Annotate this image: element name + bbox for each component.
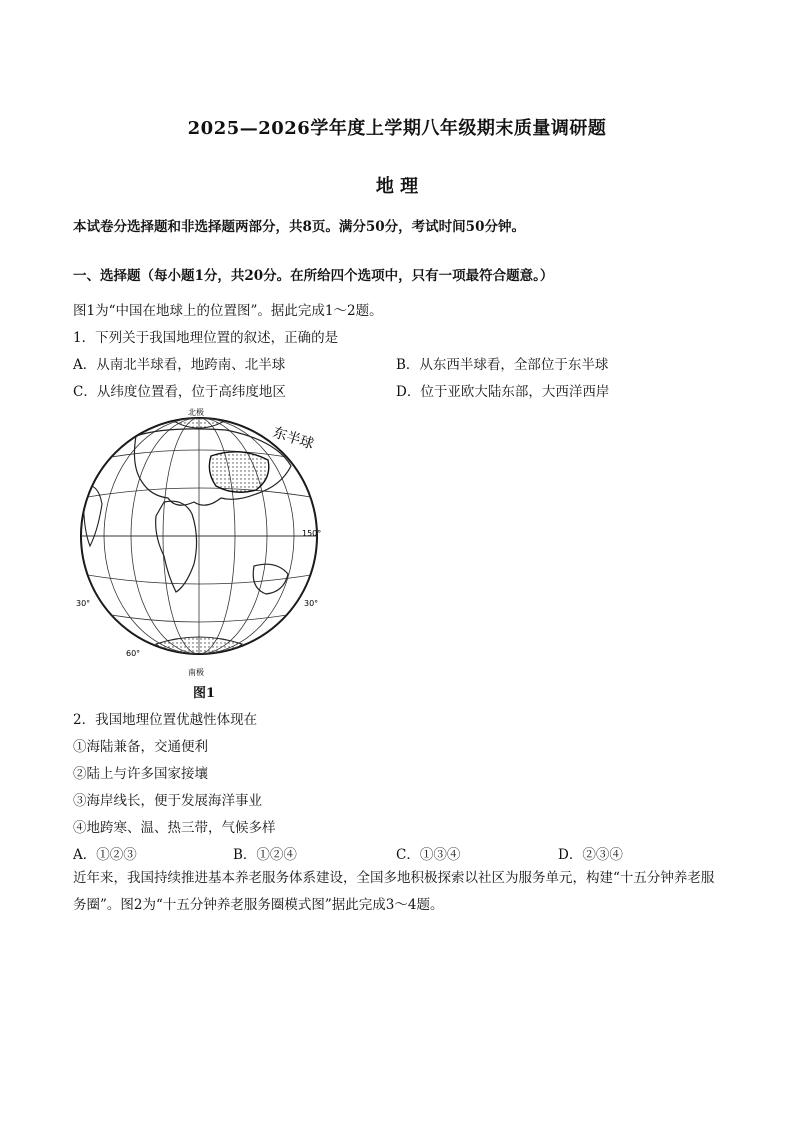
exam-title: 2025—2026学年度上学期八年级期末质量调研题: [187, 118, 607, 139]
question1-option-b: B．从东西半球看，全部位于东半球: [396, 357, 609, 373]
subject-title: 地 理: [375, 176, 419, 197]
question2-option-c: C．①③④: [396, 847, 461, 863]
question1-option-a: A．从南北半球看，地跨南、北半球: [73, 357, 286, 373]
section-heading: 一、选择题（每小题1分，共20分。在所给四个选项中，只有一项最符合题意。）: [73, 268, 554, 284]
question1-option-d: D．位于亚欧大陆东部，大西洋西岸: [396, 384, 610, 400]
exam-intro: 本试卷分选择题和非选择题两部分，共8页。满分50分，考试时间50分钟。: [73, 219, 525, 235]
latitude-left-label: 30°: [76, 599, 91, 608]
latitude-right-label: 30°: [304, 599, 319, 608]
north-pole-label: 北极: [188, 408, 204, 417]
question2-option-a: A．①②③: [73, 847, 137, 863]
question2-option-d: D．②③④: [558, 847, 623, 863]
east-hemisphere-label: 东半球: [270, 424, 316, 453]
south-pole-label: 南极: [188, 668, 204, 677]
question2-option-b: B．①②④: [233, 847, 297, 863]
globe-figure: [76, 406, 322, 678]
longitude-60-label: 60°: [126, 649, 141, 658]
passage-elderly-service: 近年来，我国持续推进基本养老服务体系建设，全国多地积极探索以社区为服务单元，构建“十五分钟养老服务圈”。图2为“十五分钟养老服务圈模式图”据此完成3～4题。: [73, 870, 715, 913]
china-region: [209, 452, 268, 492]
question2-statement-2: ②陆上与许多国家接壤: [73, 766, 208, 782]
longitude-150-label: 150°: [302, 529, 322, 538]
question2-statement-3: ③海岸线长，便于发展海洋事业: [73, 793, 262, 809]
figure1-intro: 图1为“中国在地球上的位置图”。据此完成1～2题。: [73, 303, 383, 319]
question1-stem: 1．下列关于我国地理位置的叙述，正确的是: [73, 330, 339, 346]
antarctica-outline: [156, 637, 242, 660]
figure1-caption: 图1: [193, 686, 216, 701]
question2-statement-1: ①海陆兼备，交通便利: [73, 739, 208, 755]
question2-statement-4: ④地跨寒、温、热三带，气候多样: [73, 820, 276, 836]
question2-stem: 2．我国地理位置优越性体现在: [73, 712, 258, 728]
question1-option-c: C．从纬度位置看，位于高纬度地区: [73, 384, 286, 400]
